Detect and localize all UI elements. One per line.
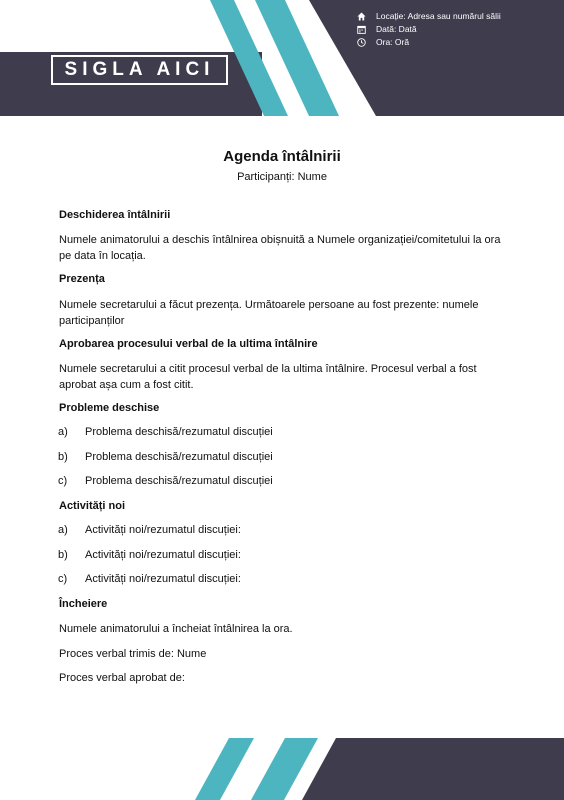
- section-title: Activități noi: [59, 500, 126, 512]
- list-item-letter: c): [58, 573, 68, 585]
- section-paragraph: Numele animatorului a deschis întâlnirea obișnuită a Numele organizației/comitetului la ora pe data în locația.: [59, 234, 501, 262]
- section-paragraph: Numele secretarului a făcut prezența. Următoarele persoane au fost prezente: numele participanților: [59, 299, 479, 327]
- home-icon: [357, 12, 366, 21]
- list-item-text: Activități noi/rezumatul discuției:: [85, 524, 241, 536]
- date-info: [357, 24, 417, 34]
- section-title: Prezența: [59, 273, 105, 285]
- section-title: Probleme deschise: [59, 402, 160, 414]
- location-info: [357, 11, 501, 21]
- section-paragraph: Proces verbal trimis de: Nume: [59, 648, 207, 660]
- date-text: Dată: Dată: [376, 24, 417, 34]
- list-item-text: Activități noi/rezumatul discuției:: [85, 549, 241, 561]
- section-paragraph: Numele secretarului a citit procesul verbal de la ultima întâlnire. Procesul verbal a fost aprobat așa cum a fost citit.: [59, 363, 477, 391]
- location-text: Locație: Adresa sau numărul sălii: [376, 11, 501, 21]
- footer-banner: [0, 738, 564, 800]
- list-item-text: Activități noi/rezumatul discuției:: [85, 573, 241, 585]
- clock-icon: [357, 38, 366, 47]
- logo-placeholder: SIGLA AICI: [51, 55, 228, 85]
- list-item-letter: a): [58, 426, 68, 438]
- page-title: Agenda întâlnirii: [223, 148, 341, 165]
- section-title: Deschiderea întâlnirii: [59, 209, 171, 221]
- time-info: [357, 37, 409, 47]
- section-paragraph: Numele animatorului a încheiat întâlnirea la ora.: [59, 623, 293, 635]
- time-text: Ora: Oră: [376, 37, 410, 47]
- list-item-letter: b): [58, 549, 68, 561]
- section-title: Aprobarea procesului verbal de la ultima întâlnire: [59, 338, 318, 350]
- list-item-letter: c): [58, 475, 68, 487]
- calendar-icon: [357, 25, 366, 34]
- participants-line: Participanți: Nume: [237, 171, 327, 183]
- list-item-text: Problema deschisă/rezumatul discuției: [85, 426, 273, 438]
- list-item-letter: b): [58, 451, 68, 463]
- list-item-text: Problema deschisă/rezumatul discuției: [85, 451, 273, 463]
- section-paragraph: Proces verbal aprobat de:: [59, 672, 185, 684]
- list-item-letter: a): [58, 524, 68, 536]
- list-item-text: Problema deschisă/rezumatul discuției: [85, 475, 273, 487]
- section-title: Încheiere: [59, 598, 108, 610]
